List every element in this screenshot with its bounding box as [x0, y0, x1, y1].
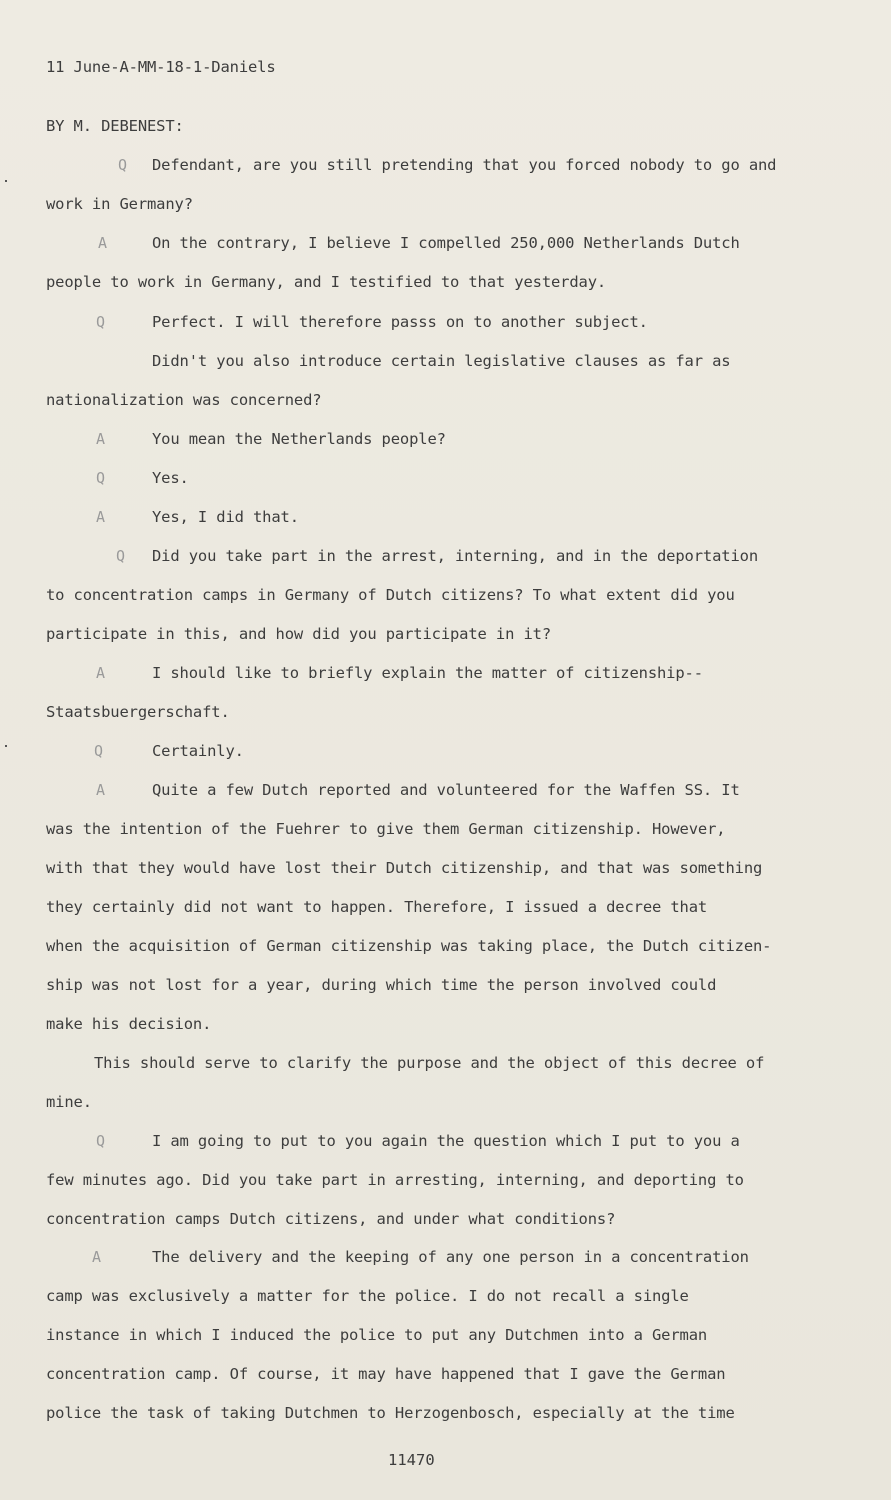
text-line: Staatsbuergerschaft.	[46, 703, 230, 721]
speaker-a: A	[96, 781, 106, 799]
text-line: concentration camps Dutch citizens, and under what conditions?	[46, 1210, 616, 1228]
text-line: The delivery and the keeping of any one person in a concentration	[152, 1248, 749, 1266]
text-line: On the contrary, I believe I compelled 250,000 Netherlands Dutch	[152, 234, 740, 252]
text-line: Yes.	[152, 469, 189, 487]
text-line: Didn't you also introduce certain legislative clauses as far as	[152, 352, 731, 370]
speaker-q: Q	[116, 547, 126, 565]
examiner-heading: BY M. DEBENEST:	[46, 117, 184, 135]
speaker-q: Q	[96, 1132, 106, 1150]
text-line: Defendant, are you still pretending that you forced nobody to go and	[152, 156, 777, 174]
text-line: This should serve to clarify the purpose and the object of this decree of	[94, 1054, 765, 1072]
speaker-q: Q	[96, 313, 106, 331]
text-line: they certainly did not want to happen. Therefore, I issued a decree that	[46, 898, 708, 916]
speaker-q: Q	[94, 742, 104, 760]
speaker-a: A	[96, 430, 106, 448]
text-line: Yes, I did that.	[152, 508, 299, 526]
text-line: work in Germany?	[46, 195, 193, 213]
speaker-a: A	[92, 1248, 102, 1266]
text-line: I should like to briefly explain the matter of citizenship--	[152, 664, 703, 682]
text-line: camp was exclusively a matter for the police. I do not recall a single	[46, 1287, 689, 1305]
text-line: You mean the Netherlands people?	[152, 430, 446, 448]
speaker-a: A	[96, 508, 106, 526]
text-line: police the task of taking Dutchmen to Herzogenbosch, especially at the time	[46, 1404, 735, 1422]
text-line: with that they would have lost their Dutch citizenship, and that was something	[46, 859, 763, 877]
speaker-q: Q	[118, 156, 128, 174]
document-header: 11 June-A-MM-18-1-Daniels	[46, 58, 276, 76]
text-line: when the acquisition of German citizenship was taking place, the Dutch citizen-	[46, 937, 772, 955]
text-line: Certainly.	[152, 742, 244, 760]
text-line: participate in this, and how did you participate in it?	[46, 625, 551, 643]
text-line: ship was not lost for a year, during which time the person involved could	[46, 976, 717, 994]
text-line: instance in which I induced the police to put any Dutchmen into a German	[46, 1326, 708, 1344]
text-line: nationalization was concerned?	[46, 391, 322, 409]
text-line: Perfect. I will therefore passs on to another subject.	[152, 313, 648, 331]
speaker-a: A	[96, 664, 106, 682]
text-line: Did you take part in the arrest, interning, and in the deportation	[152, 547, 758, 565]
speaker-a: A	[98, 234, 108, 252]
page-number: 11470	[388, 1451, 435, 1469]
text-line: few minutes ago. Did you take part in arresting, interning, and deporting to	[46, 1171, 744, 1189]
text-line: mine.	[46, 1093, 92, 1111]
text-line: I am going to put to you again the question which I put to you a	[152, 1132, 740, 1150]
margin-mark	[5, 745, 7, 747]
speaker-q: Q	[96, 469, 106, 487]
text-line: to concentration camps in Germany of Dutch citizens? To what extent did you	[46, 586, 735, 604]
text-line: people to work in Germany, and I testified to that yesterday.	[46, 273, 607, 291]
text-line: was the intention of the Fuehrer to give them German citizenship. However,	[46, 820, 726, 838]
margin-mark	[5, 180, 7, 182]
text-line: Quite a few Dutch reported and volunteered for the Waffen SS. It	[152, 781, 740, 799]
text-line: make his decision.	[46, 1015, 212, 1033]
text-line: concentration camp. Of course, it may have happened that I gave the German	[46, 1365, 726, 1383]
